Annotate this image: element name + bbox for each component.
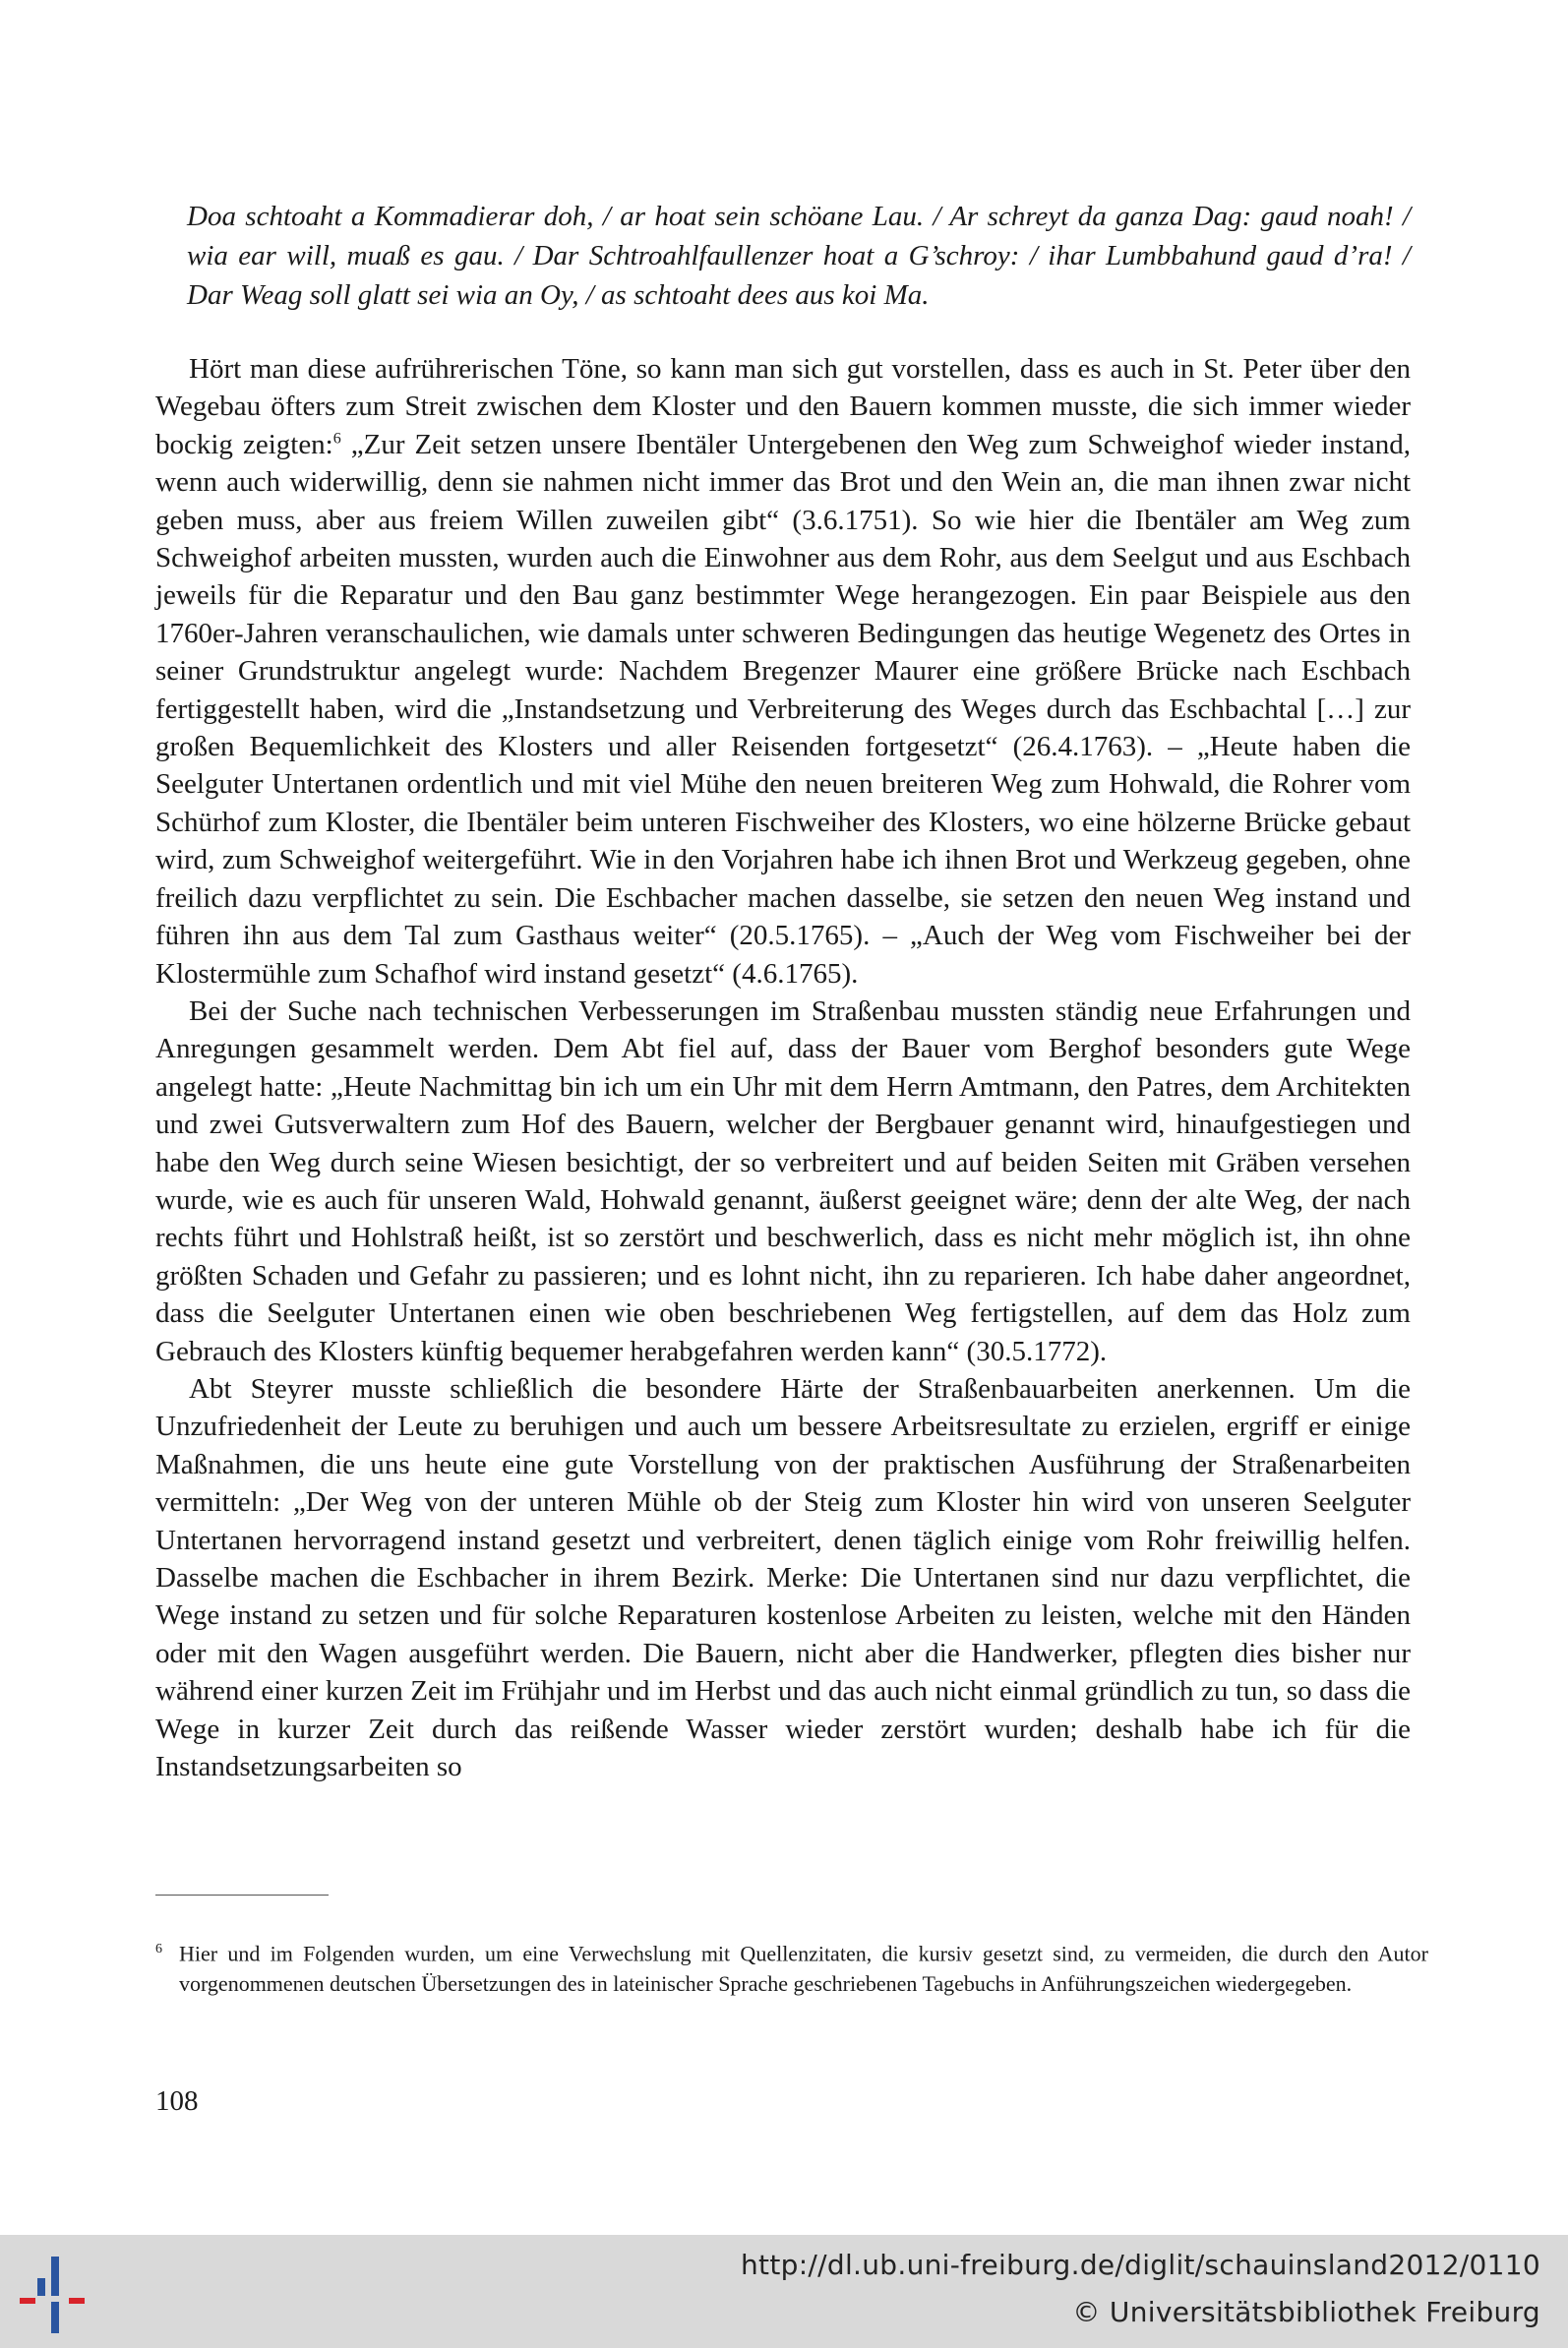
footnote-text: Hier und im Folgenden wurden, um eine Verwechslung mit Quellenzitaten, die kursiv gesetzt sind, zu vermeiden, die durch den Autor vorgenommenen deutschen Übersetzungen des in lateinischer Sprache geschriebenen Tagebuchs in Anführungszeichen wiedergegeben. bbox=[179, 1941, 1428, 1997]
library-footer bbox=[0, 2235, 1568, 2348]
footnote-number: 6 bbox=[155, 1942, 162, 1957]
permalink-url[interactable]: http://dl.ub.uni-freiburg.de/diglit/schauinsland2012/0110 bbox=[741, 2249, 1540, 2281]
page-body bbox=[155, 197, 1411, 1785]
paragraph-3: Abt Steyrer musste schließlich die besondere Härte der Straßenbauarbeiten anerkennen. Um die Unzufriedenheit der Leute zu beruhigen und auch um bessere Arbeitsresultate zu erzielen, ergriff er einige Maßnahmen, die uns heute eine gute Vorstellung von der praktischen Ausführung der Straßenarbeiten vermitteln: „Der Weg von der unteren Mühle ob der Steig zum Kloster hin wird von unseren Seelguter Untertanen hervorragend instand gesetzt und verbreitert, denen täglich einige vom Rohr freiwillig helfen. Dasselbe machen die Eschbacher in ihrem Bezirk. Merke: Die Untertanen sind nur dazu verpflichtet, die Wege instand zu setzen und für solche Reparaturen kostenlose Arbeiten zu leisten, welche mit den Händen oder mit den Wagen ausgeführt werden. Die Bauern, nicht aber die Handwerker, pflegten dies bisher nur während einer kurzen Zeit im Frühjahr und im Herbst und das auch nicht einmal gründlich zu tun, so dass die Wege in kurzer Zeit durch das reißende Wasser wieder zerstört wurden; deshalb habe ich für die Instandsetzungsarbeiten so bbox=[155, 1372, 1411, 1783]
copyright-notice: © Universitätsbibliothek Freiburg bbox=[1072, 2296, 1540, 2328]
paragraph-1-text-a: Hört man diese aufrührerischen Töne, so kann man sich gut vorstellen, dass es auch in St. Peter über den Wegebau öfters zum Streit zwischen dem Kloster und den Bauern kommen musste, die sich immer wieder bockig zeigten: bbox=[155, 353, 1411, 460]
paragraph-1-text-b: „Zur Zeit setzen unsere Ibentäler Untergebenen den Weg zum Schweighof wieder instand, wenn auch widerwillig, denn sie nahmen nicht immer das Brot und den Wein an, die man ihnen zwar nicht geben muss, aber aus freiem Willen zuweilen gibt“ (3.6.1751). So wie hier die Ibentäler am Weg zum Schweighof arbeiten mussten, wurden auch die Einwohner aus dem Rohr, aus dem Seelgut und aus Eschbach jeweils für die Reparatur und den Bau ganz bestimmter Wege herangezogen. Ein paar Beispiele aus den 1760er-Jahren veranschaulichen, wie damals unter schweren Bedingungen das heutige Wegenetz des Ortes in seiner Grundstruktur angelegt wurde: Nachdem Bregenzer Maurer eine größere Brücke nach Eschbach fertiggestellt haben, wird die „Instandsetzung und Verbreiterung des Weges durch das Eschbachtal […] zur großen Bequemlichkeit des Klosters und aller Reisenden fortgesetzt“ (26.4.1763). – „Heute haben die Seelguter Untertanen ordentlich und mit viel Mühe den neuen breiteren Weg zum Hohwald, die Rohrer vom Schürhof zum Kloster, die Ibentäler beim unteren Fischweiher des Klosters, wo eine hölzerne Brücke gebaut wird, zum Schweighof weitergeführt. Wie in den Vorjahren habe ich ihnen Brot und Werkzeug gegeben, ohne freilich dazu verpflichtet zu sein. Die Eschbacher machen dasselbe, sie setzen den neuen Weg instand und führen ihn aus dem Tal zum Gasthaus weiter“ (20.5.1765). – „Auch der Weg vom Fischweiher bei der Klostermühle zum Schafhof wird instand gesetzt“ (4.6.1765). bbox=[155, 428, 1411, 990]
footnote-reference[interactable]: 6 bbox=[332, 430, 341, 448]
footnote-separator bbox=[155, 1895, 329, 1896]
library-logo-icon bbox=[14, 2249, 102, 2337]
paragraph-1 bbox=[155, 350, 1411, 993]
page-number: 108 bbox=[155, 2085, 199, 2117]
paragraph-2: Bei der Suche nach technischen Verbesserungen im Straßenbau mussten ständig neue Erfahrungen und Anregungen gesammelt werden. Dem Abt fiel auf, dass der Bauer vom Berghof besonders gute Wege angelegt hatte: „Heute Nachmittag bin ich um ein Uhr mit dem Herrn Amtmann, den Patres, dem Architekten und zwei Gutsverwaltern zum Hof des Bauern, welcher der Bergbauer genannt wird, hinaufgestiegen und habe den Weg durch seine Wiesen besichtigt, der so verbreitert und auf beiden Seiten mit Gräben versehen wurde, wie es auch für unseren Wald, Hohwald genannt, äußerst geeignet wäre; denn der alte Weg, der nach rechts führt und Hohlstraß heißt, ist so zerstört und beschwerlich, dass es nicht mehr möglich ist, ihn ohne größten Schaden und Gefahr zu passieren; und es lohnt nicht, ihn zu reparieren. Ich habe daher angeordnet, dass die Seelguter Untertanen einen wie oben beschriebenen Weg fertigstellen, auf dem das Holz zum Gebrauch des Klosters künftig bequemer herabgefahren werden kann“ (30.5.1772). bbox=[155, 994, 1411, 1367]
dialect-poem: Doa schtoaht a Kommadierar doh, / ar hoat sein schöane Lau. / Ar schreyt da ganza Dag: gaud noah! / wia ear will, muaß es gau. / Dar Schtroahlfaullenzer hoat a G’schroy: / ihar Lumbbahund gaud d’ra! / Dar Weag soll glatt sei wia an Oy, / as schtoaht dees aus koi Ma. bbox=[187, 201, 1411, 311]
footnote bbox=[155, 1934, 1428, 1999]
